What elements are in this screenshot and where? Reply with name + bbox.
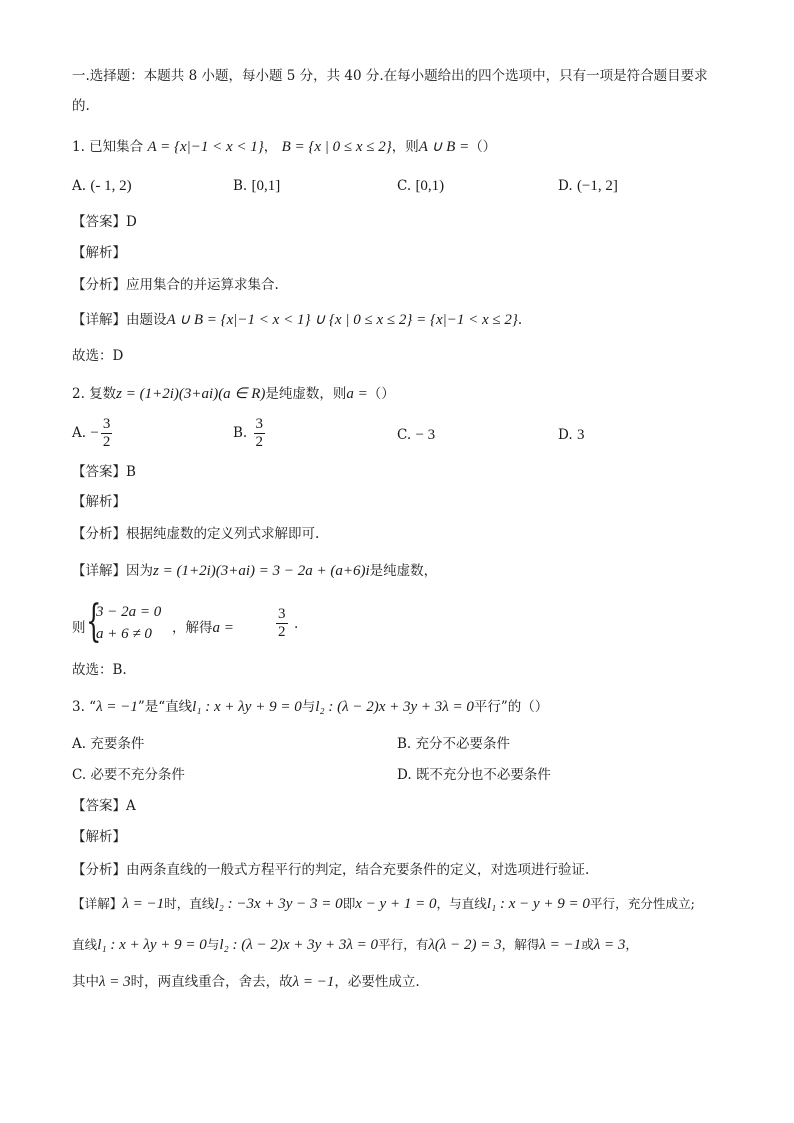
q2-detail-end: 是纯虚数， xyxy=(369,563,438,579)
q2-system-math: a = xyxy=(212,620,234,636)
q2-fenxi xyxy=(72,524,319,544)
q2-answer-value: B xyxy=(126,464,136,480)
q3-detail-line2 xyxy=(72,935,638,955)
q2-analysis-tag: 【解析】 xyxy=(72,494,126,510)
q3-mid1: ”是“直线 xyxy=(137,699,193,715)
q1-option-d xyxy=(558,176,618,196)
q3-fenxi xyxy=(72,860,589,880)
q2-option-d-value: 3 xyxy=(576,427,585,443)
q2-stem xyxy=(72,384,395,404)
q3-fenxi-text: 由两条直线的一般式方程平行的判定，结合充要条件的定义，对选项进行验证. xyxy=(126,862,590,878)
q2-option-d xyxy=(558,425,584,445)
section-heading-line2: 的. xyxy=(72,98,90,114)
q2-system-result xyxy=(172,616,234,637)
q3-option-c xyxy=(72,765,185,785)
q2-option-b-fraction xyxy=(254,416,266,451)
q3-detail-line3 xyxy=(72,972,420,992)
q1-option-a-value: (- 1, 2) xyxy=(90,178,132,194)
q1-detail xyxy=(72,310,522,330)
q3-d2-f: λ(λ − 2) = 3 xyxy=(428,937,502,953)
q1-answer-value: D xyxy=(126,214,137,230)
q2-detail-tag: 【详解】 xyxy=(72,563,126,579)
q2-option-a-fraction xyxy=(101,416,113,451)
q2-mid: 是纯虚数，则 xyxy=(265,386,347,402)
q2-system-mid: ，解得 xyxy=(172,620,213,636)
q2-option-a-num: 3 xyxy=(102,416,111,432)
q3-stem-prefix: 3. “ xyxy=(72,699,97,715)
q3-option-d-label: D. xyxy=(397,767,412,783)
q3-stem xyxy=(72,697,548,717)
q2-detail xyxy=(72,561,437,581)
q2-system-fraction xyxy=(276,606,288,641)
q3-d3-a: 其中 xyxy=(72,974,99,990)
q2-a-eq: a = xyxy=(346,386,368,402)
q1-answer-tag: 【答案】 xyxy=(72,214,126,230)
q2-option-d-label: D. xyxy=(558,427,573,443)
q3-option-d-value: 既不充分也不必要条件 xyxy=(415,767,551,783)
q3-d1-f: ，与直线 xyxy=(436,896,487,911)
q1-option-a-label: A. xyxy=(72,178,87,194)
q2-option-b xyxy=(233,416,267,451)
q2-system-den: 2 xyxy=(278,624,286,640)
q2-fenxi-tag: 【分析】 xyxy=(72,526,126,542)
q3-fenxi-tag: 【分析】 xyxy=(72,862,126,878)
q3-d2-h: λ = −1 xyxy=(539,937,582,953)
q3-option-d xyxy=(397,765,551,785)
brace-icon: { xyxy=(86,596,102,647)
q2-suffix: （） xyxy=(367,386,395,402)
q2-conclusion: 故选：B. xyxy=(72,662,127,678)
q3-detail-line1 xyxy=(72,894,695,914)
q3-option-c-value: 必要不充分条件 xyxy=(90,767,185,783)
q2-option-c-label: C. xyxy=(397,427,412,443)
q1-set-a: A = {x|−1 < x < 1} xyxy=(147,139,264,155)
q2-detail-text: 因为 xyxy=(126,563,153,579)
q3-option-b-label: B. xyxy=(397,736,412,752)
q1-detail-math: A ∪ B = {x|−1 < x < 1} ∪ {x | 0 ≤ x ≤ 2} = {x|−1 < x ≤ 2} xyxy=(166,312,518,328)
q2-detail-math: z = (1+2i)(3+ai) = 3 − 2a + (a+6)i xyxy=(153,563,370,579)
q3-d2-e: 平行，有 xyxy=(378,937,429,952)
q3-d2-k: ， xyxy=(625,937,638,952)
q3-detail-tag: 【详解】 xyxy=(72,896,123,911)
q3-d2-g: ，解得 xyxy=(501,937,540,952)
q3-d1-h: 平行，充分性成立; xyxy=(589,896,695,911)
q3-option-b-value: 充分不必要条件 xyxy=(415,736,511,752)
q3-suffix: 平行”的（） xyxy=(473,699,549,715)
q2-fenxi-text: 根据纯虚数的定义列式求解即可. xyxy=(126,526,320,542)
q3-d1-c: l₂ : −3x + 3y − 3 = 0 xyxy=(214,896,343,912)
q1-fenxi-text: 应用集合的并运算求集合. xyxy=(126,277,279,293)
q1-option-c-label: C. xyxy=(397,178,412,194)
q3-d2-i: 或 xyxy=(581,937,594,952)
q1-detail-tag: 【详解】 xyxy=(72,312,126,328)
q2-complex: z = (1+2i)(3+ai)(a ∈ R) xyxy=(116,386,266,402)
q3-answer xyxy=(72,796,136,816)
q3-d3-c: 时，两直线重合，舍去，故 xyxy=(130,974,293,990)
q3-analysis-tag: 【解析】 xyxy=(72,829,126,845)
q2-system-prefix: 则 xyxy=(72,620,86,636)
q2-answer xyxy=(72,462,136,482)
q1-sep: ， xyxy=(263,139,278,155)
q2-option-c-value: − 3 xyxy=(415,427,436,443)
q3-option-a xyxy=(72,734,144,754)
q2-option-b-den: 2 xyxy=(255,434,264,450)
q3-d2-a: 直线 xyxy=(72,937,98,952)
q3-option-a-value: 充要条件 xyxy=(90,736,145,752)
q1-stem-prefix: 1. 已知集合 xyxy=(72,139,144,155)
q2-option-a xyxy=(72,416,114,451)
q1-option-b-value: [0,1] xyxy=(251,178,281,194)
q2-system-num: 3 xyxy=(278,606,286,622)
q1-union: A ∪ B = xyxy=(418,139,470,155)
q2-stem-prefix: 2. 复数 xyxy=(72,386,117,402)
q3-d1-b: 时，直线 xyxy=(164,896,215,911)
q3-d1-d: 即 xyxy=(342,896,356,911)
q1-detail-text: 由题设 xyxy=(126,312,167,328)
q1-option-c-value: [0,1) xyxy=(415,178,445,194)
q3-d1-g: l₁ : x − y + 9 = 0 xyxy=(486,896,590,912)
q3-d2-b: l₁ : x + λy + 9 = 0 xyxy=(97,937,207,953)
q3-line2: l₂ : (λ − 2)x + 3y + 3λ = 0 xyxy=(315,699,474,715)
q2-option-a-label: A. xyxy=(72,425,87,441)
q1-suffix: （） xyxy=(469,139,497,155)
q2-option-a-sign: − xyxy=(90,425,99,441)
q1-option-b xyxy=(233,176,280,196)
q3-d3-b: λ = 3 xyxy=(99,974,131,990)
q3-d3-d: λ = −1 xyxy=(292,974,335,990)
q2-option-b-num: 3 xyxy=(255,416,264,432)
q1-option-d-value: (−1, 2] xyxy=(576,178,618,194)
q2-option-b-label: B. xyxy=(233,425,248,441)
q1-answer xyxy=(72,212,137,232)
q2-answer-tag: 【答案】 xyxy=(72,464,126,480)
q1-detail-end: . xyxy=(517,312,523,328)
q2-option-c xyxy=(397,425,435,445)
q3-d1-e: x − y + 1 = 0 xyxy=(355,896,437,912)
q2-option-a-den: 2 xyxy=(102,434,111,450)
q1-option-c xyxy=(397,176,444,196)
q3-d3-e: ，必要性成立. xyxy=(334,974,420,990)
q3-d1-a: λ = −1 xyxy=(122,896,165,912)
q1-option-d-label: D. xyxy=(558,178,573,194)
q3-d2-d: l₂ : (λ − 2)x + 3y + 3λ = 0 xyxy=(219,937,379,953)
q1-stem xyxy=(72,137,496,157)
q3-lambda: λ = −1 xyxy=(96,699,138,715)
q1-mid: ，则 xyxy=(391,139,419,155)
q1-option-a xyxy=(72,176,132,196)
q3-d2-c: 与 xyxy=(206,937,220,952)
q2-system-row2: a + 6 ≠ 0 xyxy=(96,626,152,642)
q3-answer-tag: 【答案】 xyxy=(72,798,126,814)
q1-fenxi-tag: 【分析】 xyxy=(72,277,126,293)
q1-set-b: B = {x | 0 ≤ x ≤ 2} xyxy=(281,139,392,155)
q1-conclusion: 故选：D xyxy=(72,348,124,364)
q3-line1: l₁ : x + λy + 9 = 0 xyxy=(192,699,302,715)
q3-option-a-label: A. xyxy=(72,736,87,752)
q3-d2-j: λ = 3 xyxy=(593,937,626,953)
q1-analysis-tag: 【解析】 xyxy=(72,245,126,261)
q2-system-end: . xyxy=(294,616,299,632)
section-heading-line1: 一.选择题：本题共 8 小题，每小题 5 分，共 40 分.在每小题给出的四个选项中，只有一项是符合题目要求 xyxy=(72,68,708,84)
q3-answer-value: A xyxy=(126,798,136,814)
q3-option-b xyxy=(397,734,510,754)
q1-fenxi xyxy=(72,275,279,295)
q1-option-b-label: B. xyxy=(233,178,248,194)
q2-system-row1: 3 − 2a = 0 xyxy=(96,604,162,620)
q3-mid2: 与 xyxy=(301,699,316,715)
q3-option-c-label: C. xyxy=(72,767,87,783)
